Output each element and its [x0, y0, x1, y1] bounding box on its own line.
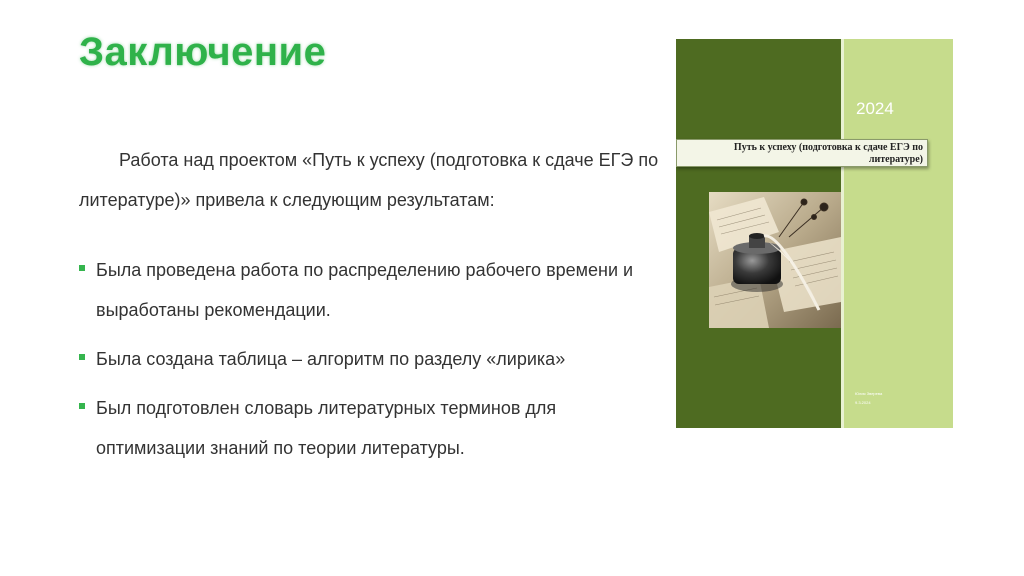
- cover-title: Путь к успеху (подготовка к сдаче ЕГЭ по литературе): [676, 139, 928, 167]
- list-item: [79, 250, 659, 330]
- square-bullet-icon: [79, 354, 85, 360]
- list-item: [79, 339, 659, 379]
- slide-title: Заключение: [79, 30, 327, 74]
- square-bullet-icon: [79, 265, 85, 271]
- list-item: [79, 388, 659, 468]
- cover-year: 2024: [856, 99, 894, 118]
- cover-divider: [841, 39, 844, 428]
- inkwell-quill-photo-icon: [709, 192, 841, 328]
- list-item-text: Был подготовлен словарь литературных терминов для оптимизации знаний по теории литературы.: [96, 398, 557, 458]
- results-list: [79, 250, 659, 477]
- cover-author-name: Юлия Зверева: [855, 391, 883, 396]
- list-item-text: Была создана таблица – алгоритм по разделу «лирика»: [96, 349, 566, 369]
- cover-author: [855, 389, 882, 407]
- list-item-text: Была проведена работа по распределению рабочего времени и выработаны рекомендации.: [96, 260, 634, 320]
- book-cover-image: [676, 39, 953, 428]
- cover-date: 9.3.2024: [855, 400, 871, 405]
- square-bullet-icon: [79, 403, 85, 409]
- intro-paragraph: Работа над проектом «Путь к успеху (подготовка к сдаче ЕГЭ по литературе)» привела к следующим результатам:: [79, 150, 659, 210]
- inkwell-photo-svg: [709, 192, 841, 328]
